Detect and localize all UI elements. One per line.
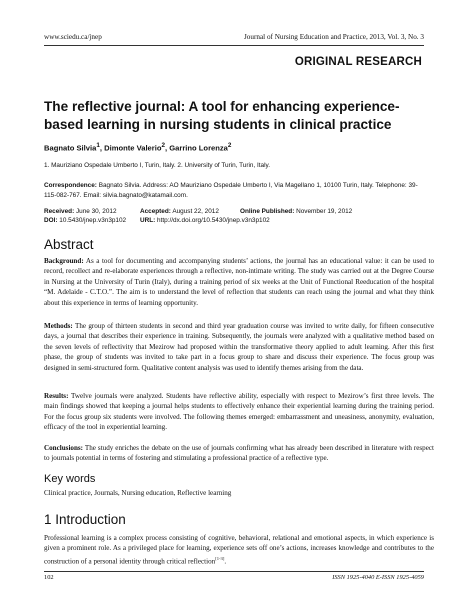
intro-body: Professional learning is a complex process consisting of cognitive, behavioral, relational and emotional aspects, in which experience is given a prominent role. As a privileged place for learning, experience sets off one’s actions, increases knowledge and contributes to the construction of a personal identity through critical reflection [44, 534, 434, 566]
abstract-methods [44, 321, 434, 373]
results-text: Twelve journals were analyzed. Students have reflective ability, especially with respect to Mezirow’s first three levels. The main findings showed that keeping a journal helps students to effectively enhance their experiential learning during the training period. For the focus group six students were involved. The following themes emerged: embarrassment and uneasiness, anonymity, evaluation, efficacy of the tool in experiential learning. [44, 392, 434, 432]
accepted-date: Accepted: August 22, 2012 [140, 208, 219, 215]
author-3: Garrino Lorenza [169, 143, 228, 153]
abstract-conclusions [44, 443, 434, 464]
url: URL: http://dx.doi.org/10.5430/jnep.v3n3p102 [140, 217, 270, 224]
header-rule [44, 45, 424, 46]
issn: ISSN 1925-4040 E-ISSN 1925-4059 [332, 574, 424, 581]
doi-row [44, 216, 434, 225]
introduction-heading: 1 Introduction [44, 512, 126, 527]
correspondence-label: Correspondence: [44, 182, 97, 189]
page-footer [44, 574, 424, 581]
journal-citation: Journal of Nursing Education and Practice, 2013, Vol. 3, No. 3 [244, 33, 424, 41]
author-1-affil: 1 [96, 142, 100, 149]
results-label: Results: [44, 392, 69, 400]
article-title: The reflective journal: A tool for enhancing experience-based learning in nursing students in clinical practice [44, 99, 400, 132]
doi-link[interactable]: http://dx.doi.org/10.5430/jnep.v3n3p102 [157, 217, 270, 224]
author-1: Bagnato Silvia [44, 143, 97, 153]
conclusions-text: The study enriches the debate on the use of journals confirming what has already been described in literature with respect to journals potential in terms of fostering and stimulating a professional practice of a reflective type. [44, 444, 434, 463]
conclusions-label: Conclusions: [44, 444, 84, 452]
abstract-heading: Abstract [44, 237, 94, 252]
correspondence [44, 181, 430, 200]
background-text: As a tool for documenting and accompanying students’ actions, the journal has an educational value: it can be used to record, recollect and re-elaborate experiences through a reflective, non-intimate writing. The study was carried out at the Degree Course in Nursing at the University of Turin (Italy), during a training period of six weeks at the Unit of Functional Reeducation of the hospital “M. Adelaide - C.T.O.”. The aim is to understand the level of reflection that students can reach using the journal and what they think about this experience in terms of learning opportunity. [44, 257, 434, 307]
publication-dates [44, 207, 434, 225]
methods-label: Methods: [44, 322, 73, 330]
footer-rule [44, 571, 424, 572]
correspondence-text: Bagnato Silvia. Address: AO Mauriziano Ospedale Umberto I, Via Magellano 1, 10100 Turin, Italy. Telephone: 39-115-082-767. Email: silvia.bagnato@katamail.com. [44, 182, 418, 199]
methods-text: The group of thirteen students in second and third year graduation course was invited to write daily, for fifteen consecutive days, a journal that describes their experience in training. Subsequently, the journals were analyzed with a qualitative method based on the seven levels of reflectivity that Mezirow had proposed within the transformative theory applied to adult learning. After this first phase, the group of students was invited to take part in a focus group to share and discuss their experience. The focus group was designed in semi-structured form. Qualitative content analysis was used to identify themes arising from the data. [44, 322, 434, 372]
page-number: 102 [44, 574, 54, 581]
background-label: Background: [44, 257, 84, 265]
introduction-text: Professional learning is a complex process consisting of cognitive, behavioral, relational and emotional aspects, in which experience is given a prominent role. As a privileged place for learning, experience sets off one’s actions, increases knowledge and contributes to the construction of a personal identity through critical reflection[1-3]. [44, 534, 434, 566]
intro-citation[interactable]: [1-3] [215, 555, 225, 561]
journal-website[interactable]: www.sciedu.ca/jnep [44, 33, 102, 41]
author-3-affil: 2 [227, 142, 232, 149]
abstract-results [44, 391, 434, 433]
keywords-heading: Key words [44, 473, 96, 485]
author-2: Dimonte Valerio [104, 143, 162, 153]
affiliations: 1. Mauriziano Ospedale Umberto I, Turin, Italy. 2. University of Turin, Turin, Italy. [44, 162, 271, 169]
doi: DOI: 10.5430/jnep.v3n3p102 [44, 217, 127, 224]
running-header [44, 33, 424, 41]
dates-row [44, 207, 434, 216]
keywords-text: Clinical practice, Journals, Nursing education, Reflective learning [44, 489, 232, 497]
abstract-background [44, 256, 434, 308]
published-date: Online Published: November 19, 2012 [240, 208, 353, 215]
section-tag: ORIGINAL RESEARCH [294, 56, 422, 68]
author-list: Bagnato Silvia$^1$, Dimonte Valerio$^2$, Garrino Lorenza$^2$ [44, 142, 232, 153]
author-2-affil: 2 [161, 142, 166, 149]
received-date: Received: June 30, 2012 [44, 208, 117, 215]
